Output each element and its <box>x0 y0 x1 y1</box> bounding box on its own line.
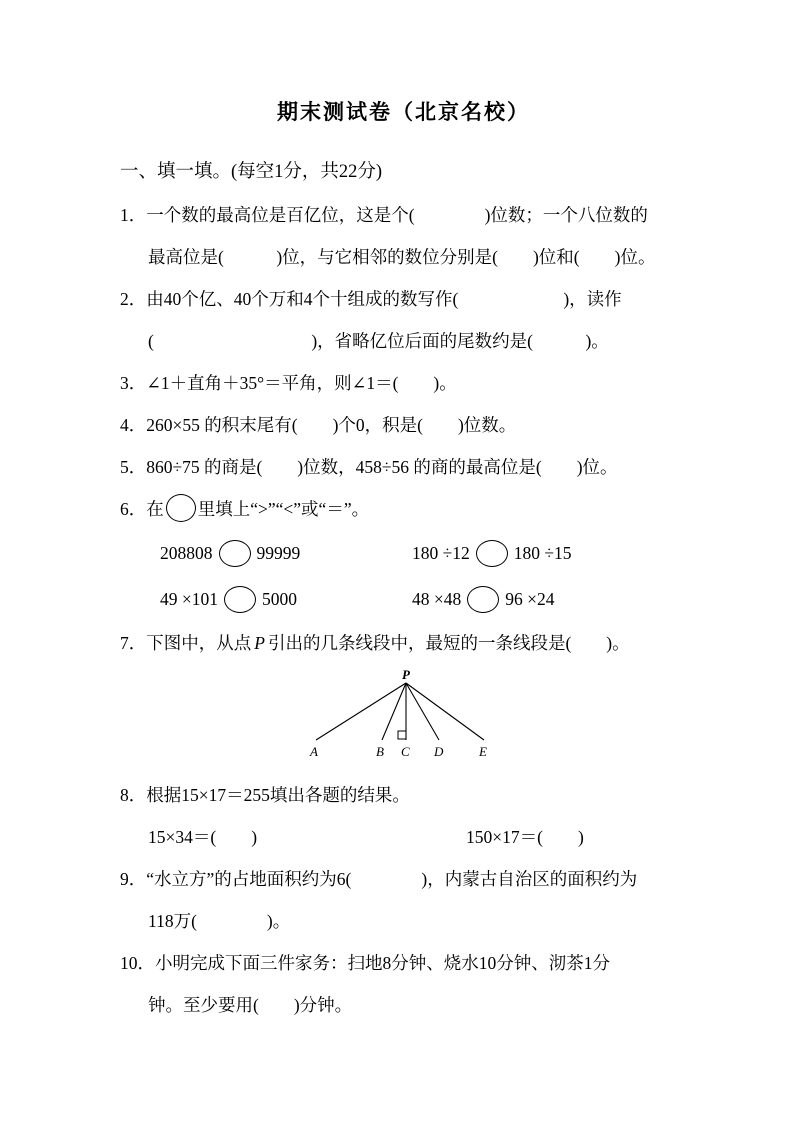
question-3: 3．∠1＋直角＋35°＝平角，则∠1＝( )。 <box>120 373 457 393</box>
comparison-right: 96 ×24 <box>505 588 555 609</box>
question-2-line-2: ( )，省略亿位后面的尾数约是( )。 <box>148 331 609 351</box>
comparison-left: 180 ÷12 <box>412 542 470 563</box>
comparison-circle-blank <box>476 540 508 567</box>
question-7-pre: 7．下图中，从点 <box>120 633 252 653</box>
question-9-line-1: 9．“水立方”的占地面积约为6( )，内蒙古自治区的面积约为 <box>120 869 638 889</box>
question-6-row-2 <box>120 576 687 622</box>
comparison-left: 208808 <box>160 542 213 563</box>
question-7-post: 引出的几条线段中，最短的一条线段是( )。 <box>267 633 630 653</box>
comparison-right: 180 ÷15 <box>513 542 572 563</box>
figure-label-p: P <box>402 668 410 682</box>
comparison-circle-blank <box>467 586 499 613</box>
comparison-circle-blank <box>224 586 256 613</box>
question-10-line-2: 钟。至少要用( )分钟。 <box>148 995 353 1015</box>
figure-label-b: B <box>376 744 384 759</box>
question-6-intro-post: 里填上“>”“<”或“＝”。 <box>197 499 370 519</box>
question-9-line-2: 118万( )。 <box>148 911 291 931</box>
segment-pa <box>316 683 406 740</box>
figure-label-a: A <box>310 744 318 759</box>
comparison-right: 99999 <box>256 542 301 563</box>
question-8-item-2: 150×17＝( ) <box>466 827 584 847</box>
section-1-header: 一、填一填。(每空1分，共22分) <box>120 162 383 182</box>
segments-figure <box>120 668 687 768</box>
comparison-item <box>412 586 555 613</box>
figure-label-e: E <box>479 744 487 759</box>
comparison-left: 48 ×48 <box>412 588 462 609</box>
question-6-intro-pre: 6．在 <box>120 499 164 519</box>
figure-label-d: D <box>434 744 444 759</box>
comparison-right: 5000 <box>262 588 297 609</box>
question-5: 5．860÷75 的商是( )位数，458÷56 的商的最高位是( )位。 <box>120 457 618 477</box>
question-1-line-2: 最高位是( )位，与它相邻的数位分别是( )位和( )位。 <box>148 247 656 267</box>
segment-pd <box>406 683 439 740</box>
question-6-row-1 <box>120 530 687 576</box>
comparison-circle-blank <box>166 494 196 522</box>
question-4: 4．260×55 的积末尾有( )个0，积是( )位数。 <box>120 415 517 435</box>
comparison-item <box>412 540 571 567</box>
comparison-circle-blank <box>219 540 251 567</box>
question-2-line-1: 2．由40个亿、40个万和4个十组成的数写作( )，读作 <box>120 289 622 309</box>
comparison-item <box>160 540 412 567</box>
segment-pe <box>406 683 484 740</box>
question-7-point-p: P <box>254 633 265 653</box>
question-1-line-1: 1．一个数的最高位是百亿位，这是个( )位数；一个八位数的 <box>120 205 648 225</box>
comparison-left: 49 ×101 <box>160 588 218 609</box>
question-7 <box>120 622 687 664</box>
right-angle-mark <box>398 731 406 739</box>
figure-label-c: C <box>401 744 410 759</box>
question-8-item-1: 15×34＝( ) <box>148 827 258 847</box>
question-10-line-1: 10．小明完成下面三件家务：扫地8分钟、烧水10分钟、沏茶1分 <box>120 953 610 973</box>
page-title: 期末测试卷（北京名校） <box>277 100 530 124</box>
segments-diagram <box>306 668 536 766</box>
question-8-answers <box>120 816 687 858</box>
comparison-item <box>160 586 412 613</box>
question-8-intro: 8．根据15×17＝255填出各题的结果。 <box>120 785 410 805</box>
question-6-intro <box>120 488 687 530</box>
